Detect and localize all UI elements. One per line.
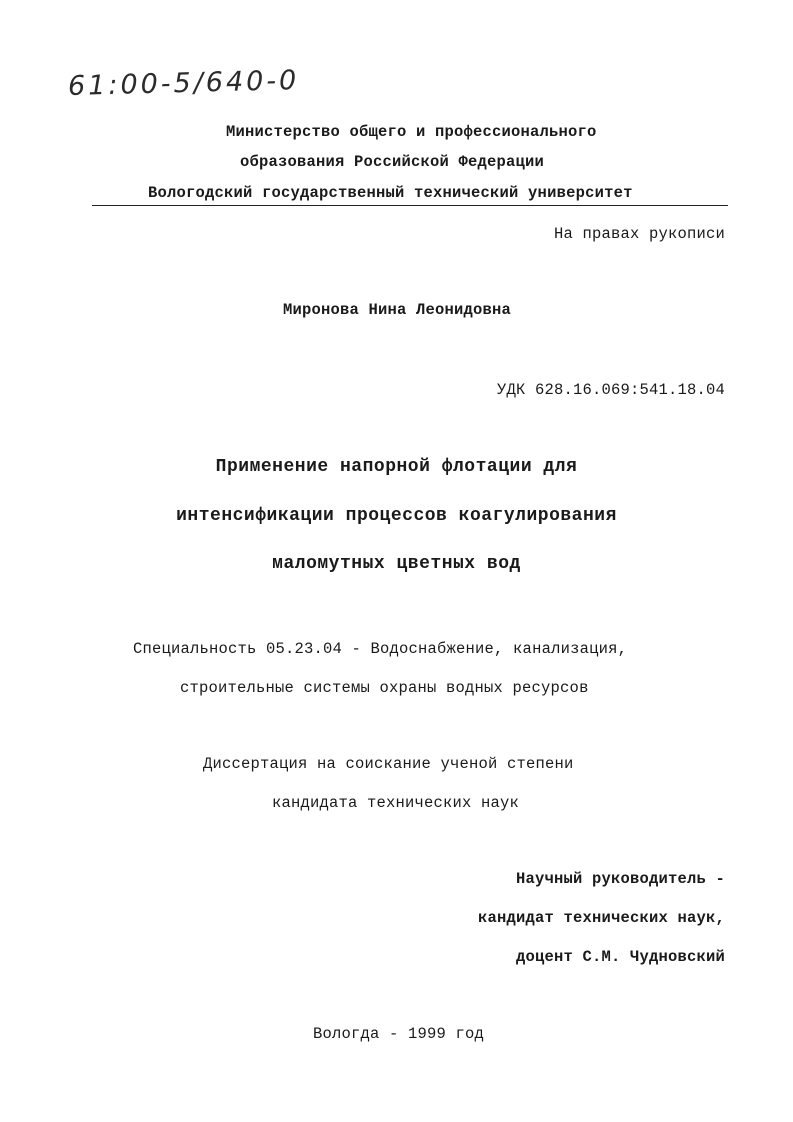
place-and-year: Вологда - 1999 год [313,1025,485,1043]
header-rule [92,205,728,206]
author-name: Миронова Нина Леонидовна [283,301,512,319]
title-line-3: маломутных цветных вод [272,554,521,574]
supervisor-line-3: доцент С.М. Чудновский [515,948,725,966]
title-line-1: Применение напорной флотации для [215,457,578,477]
specialty-line-2: строительные системы охраны водных ресурсов [180,679,589,697]
ministry-line-2: образования Российской Федерации [240,153,545,171]
ministry-line-1: Министерство общего и профессионального [226,123,597,141]
university-name: Вологодский государственный технический университет [148,184,633,202]
title-line-2: интенсификации процессов коагулирования [176,506,617,526]
dissertation-line-1: Диссертация на соискание ученой степени [203,755,574,773]
udc-code: УДК 628.16.069:541.18.04 [496,381,725,399]
manuscript-note: На правах рукописи [553,225,725,243]
supervisor-line-1: Научный руководитель - [515,870,725,888]
archive-number-handwritten: 61:00-5/640-0 [67,64,300,103]
supervisor-line-2: кандидат технических наук, [477,909,725,927]
specialty-line-1: Специальность 05.23.04 - Водоснабжение, канализация, [133,640,628,658]
dissertation-line-2: кандидата технических наук [272,794,520,812]
